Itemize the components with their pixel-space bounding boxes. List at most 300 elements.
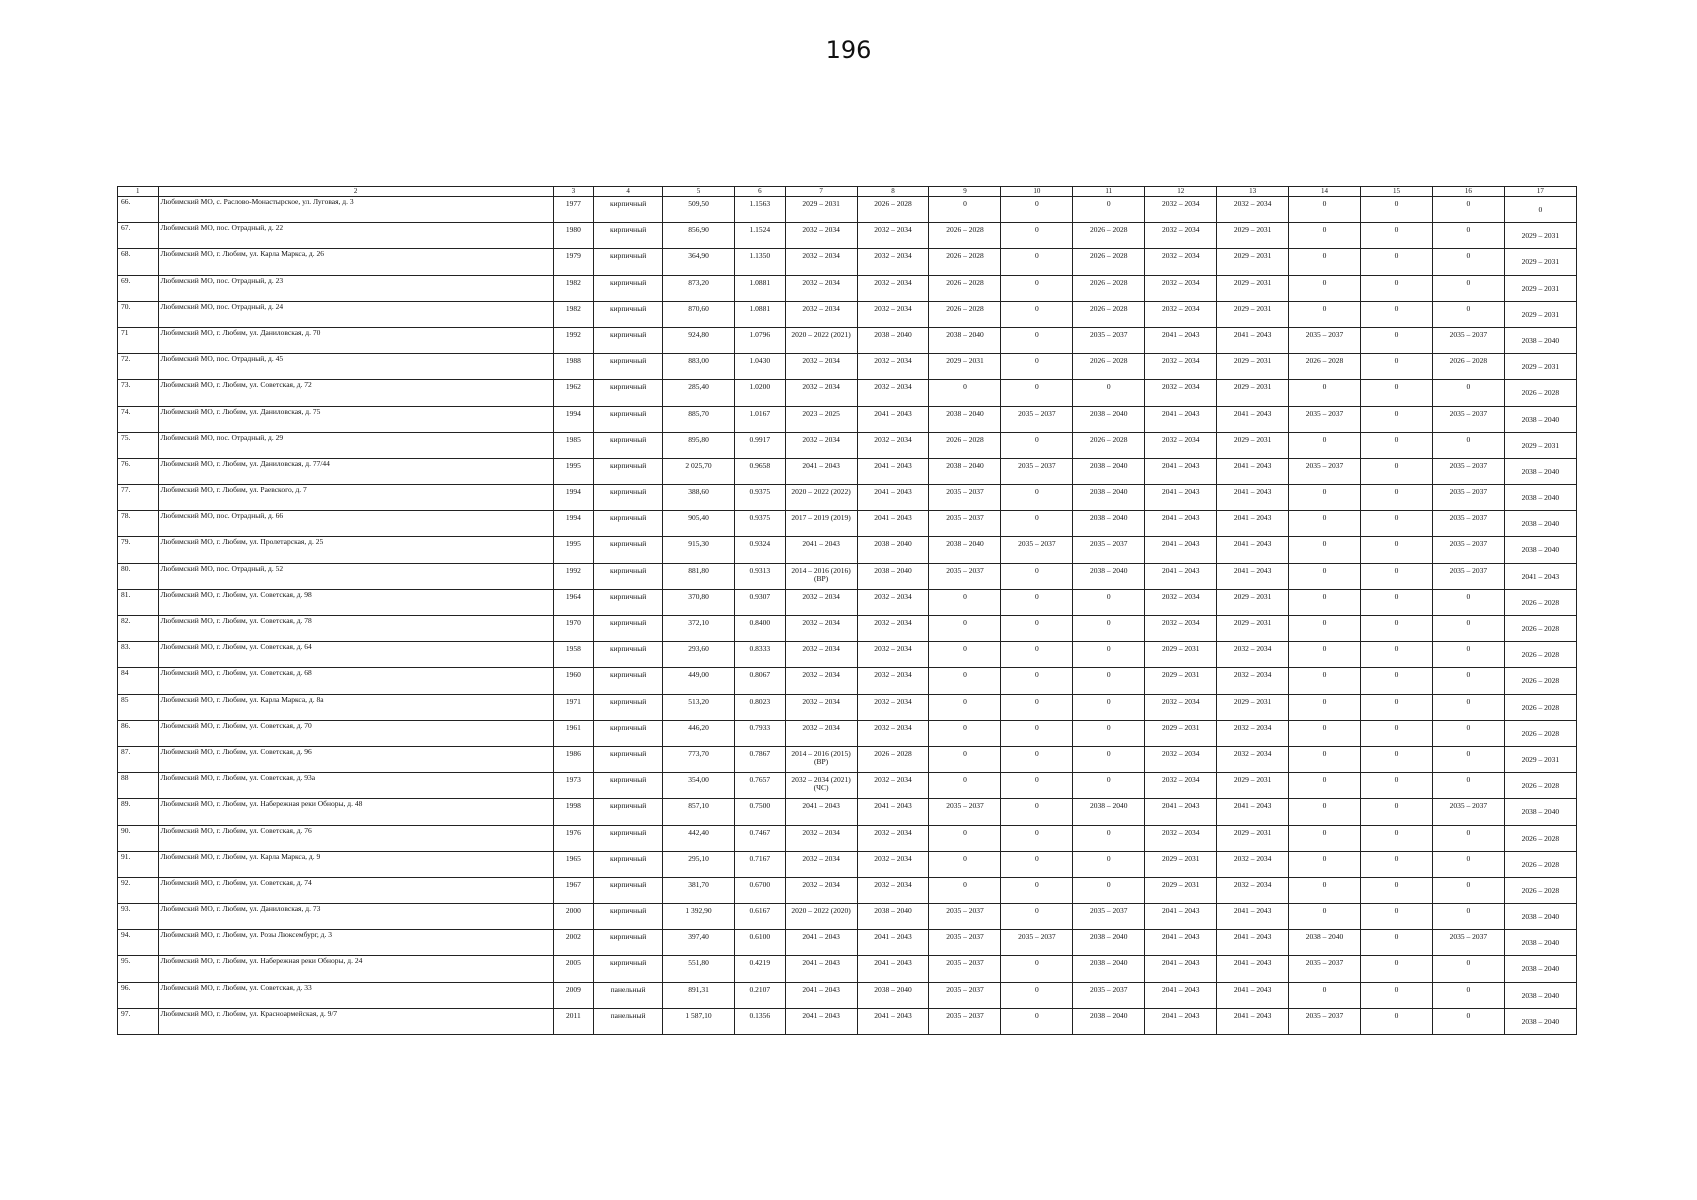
table-cell: 2032 – 2034 (1145, 197, 1217, 223)
column-header: 7 (785, 187, 857, 197)
table-row (118, 406, 1577, 432)
table-row (118, 354, 1577, 380)
table-cell: 0.1356 (734, 1008, 785, 1034)
table-cell: 2041 – 2043 (1217, 563, 1289, 589)
table-row (118, 1008, 1577, 1034)
table-cell: 2029 – 2031 (1504, 354, 1576, 380)
table-cell: 2041 – 2043 (785, 982, 857, 1008)
row-number: 69. (118, 275, 159, 301)
row-number: 94. (118, 930, 159, 956)
table-cell: 2026 – 2028 (1504, 720, 1576, 746)
address-cell: Любимский МО, г. Любим, ул. Советская, д. 70 (158, 720, 553, 746)
table-cell: 0 (1361, 301, 1433, 327)
row-number: 93. (118, 904, 159, 930)
table-cell: 2041 – 2043 (1217, 982, 1289, 1008)
table-cell: 1992 (553, 563, 594, 589)
table-cell: 2035 – 2037 (929, 511, 1001, 537)
table-cell: кирпичный (594, 877, 663, 903)
table-row (118, 380, 1577, 406)
table-cell: 0 (929, 694, 1001, 720)
table-cell: 2041 – 2043 (1145, 458, 1217, 484)
table-cell: 2041 – 2043 (1217, 799, 1289, 825)
table-cell: 2038 – 2040 (929, 406, 1001, 432)
table-cell: 2014 – 2016 (2016) (ВР) (785, 563, 857, 589)
table-cell: 2041 – 2043 (1145, 956, 1217, 982)
page-number: 196 (825, 36, 872, 64)
table-cell: 2026 – 2028 (1073, 301, 1145, 327)
table-row (118, 616, 1577, 642)
address-cell: Любимский МО, г. Любим, ул. Советская, д. 68 (158, 668, 553, 694)
table-cell: 2038 – 2040 (929, 458, 1001, 484)
table-cell: 2029 – 2031 (1504, 746, 1576, 772)
table-cell: 0 (1289, 825, 1361, 851)
table-cell: 0 (1361, 773, 1433, 799)
table-cell: кирпичный (594, 301, 663, 327)
table-cell: 2035 – 2037 (929, 956, 1001, 982)
table-cell: 0 (1073, 668, 1145, 694)
table-cell: 0 (1289, 537, 1361, 563)
table-cell: 0 (1432, 275, 1504, 301)
table-cell: кирпичный (594, 223, 663, 249)
address-cell: Любимский МО, г. Любим, ул. Советская, д. 33 (158, 982, 553, 1008)
table-cell: 2041 – 2043 (857, 406, 929, 432)
table-cell: 0 (1289, 511, 1361, 537)
table-cell: 2038 – 2040 (1504, 956, 1576, 982)
address-cell: Любимский МО, г. Любим, ул. Даниловская, д. 70 (158, 327, 553, 353)
table-cell: 1979 (553, 249, 594, 275)
address-cell: Любимский МО, г. Любим, ул. Карла Маркса, д. 26 (158, 249, 553, 275)
table-cell: 0 (1432, 851, 1504, 877)
table-cell: 1961 (553, 720, 594, 746)
table-cell: 0 (1361, 197, 1433, 223)
table-cell: 1998 (553, 799, 594, 825)
table-cell: 0 (1289, 432, 1361, 458)
table-cell: 2029 – 2031 (1145, 851, 1217, 877)
table-cell: 0.8400 (734, 616, 785, 642)
table-cell: 0 (1001, 877, 1073, 903)
table-cell: 2035 – 2037 (1001, 406, 1073, 432)
table-row (118, 799, 1577, 825)
table-cell: 0 (1361, 930, 1433, 956)
table-cell: 0 (1361, 720, 1433, 746)
table-cell: кирпичный (594, 354, 663, 380)
row-number: 96. (118, 982, 159, 1008)
table-row (118, 956, 1577, 982)
table-cell: 2041 – 2043 (1217, 1008, 1289, 1034)
table-cell: 2041 – 2043 (1217, 406, 1289, 432)
table-cell: 2029 – 2031 (1504, 432, 1576, 458)
table-cell: 0 (1432, 642, 1504, 668)
table-cell: 2032 – 2034 (857, 877, 929, 903)
table-cell: 0 (1289, 851, 1361, 877)
table-cell: 2032 – 2034 (785, 249, 857, 275)
table-cell: 0.7500 (734, 799, 785, 825)
table-cell: 2035 – 2037 (1432, 458, 1504, 484)
table-cell: 2029 – 2031 (1504, 275, 1576, 301)
table-cell: 0 (1361, 1008, 1433, 1034)
table-cell: 0 (1289, 616, 1361, 642)
table-cell: 2035 – 2037 (1432, 930, 1504, 956)
table-cell: кирпичный (594, 851, 663, 877)
column-header: 11 (1073, 187, 1145, 197)
table-cell: 2038 – 2040 (1504, 406, 1576, 432)
table-cell: 2026 – 2028 (1504, 668, 1576, 694)
table-cell: 2035 – 2037 (1432, 799, 1504, 825)
table-cell: 0 (1361, 904, 1433, 930)
table-cell: 0.2107 (734, 982, 785, 1008)
table-cell: 2032 – 2034 (857, 851, 929, 877)
table-row (118, 746, 1577, 772)
address-cell: Любимский МО, пос. Отрадный, д. 29 (158, 432, 553, 458)
data-table (117, 186, 1577, 1035)
table-cell: 2038 – 2040 (1073, 956, 1145, 982)
table-cell: 0 (1361, 537, 1433, 563)
table-cell: 0.7657 (734, 773, 785, 799)
table-cell: 2032 – 2034 (785, 301, 857, 327)
table-cell: 0 (1361, 327, 1433, 353)
address-cell: Любимский МО, г. Любим, ул. Карла Маркса, д. 8а (158, 694, 553, 720)
table-cell: 1994 (553, 485, 594, 511)
table-cell: 2026 – 2028 (1073, 223, 1145, 249)
table-cell: 2029 – 2031 (1217, 223, 1289, 249)
table-cell: 2032 – 2034 (785, 223, 857, 249)
table-cell: 0 (1001, 773, 1073, 799)
column-header: 9 (929, 187, 1001, 197)
table-cell: 2029 – 2031 (1217, 825, 1289, 851)
table-cell: 2038 – 2040 (1073, 563, 1145, 589)
table-cell: 2035 – 2037 (1432, 327, 1504, 353)
column-header: 3 (553, 187, 594, 197)
table-cell: кирпичный (594, 773, 663, 799)
table-cell: 0 (1289, 694, 1361, 720)
table-cell: 2032 – 2034 (857, 668, 929, 694)
table-cell: 2035 – 2037 (1073, 904, 1145, 930)
table-cell: 2032 – 2034 (1145, 275, 1217, 301)
table-cell: кирпичный (594, 458, 663, 484)
table-cell: 449,00 (663, 668, 735, 694)
table-cell: кирпичный (594, 275, 663, 301)
table-cell: 2035 – 2037 (1073, 327, 1145, 353)
table-cell: 0 (1073, 589, 1145, 615)
column-header: 16 (1432, 187, 1504, 197)
row-number: 90. (118, 825, 159, 851)
table-cell: 2041 – 2043 (1217, 930, 1289, 956)
table-cell: 388,60 (663, 485, 735, 511)
table-cell: 2026 – 2028 (857, 197, 929, 223)
table-cell: 0 (1073, 694, 1145, 720)
table-cell: 2035 – 2037 (1001, 537, 1073, 563)
table-cell: 0.8067 (734, 668, 785, 694)
table-cell: 0 (1001, 746, 1073, 772)
table-cell: 2026 – 2028 (929, 223, 1001, 249)
table-cell: 0.6167 (734, 904, 785, 930)
row-number: 79. (118, 537, 159, 563)
table-cell: 0 (1289, 642, 1361, 668)
table-cell: 2035 – 2037 (1289, 1008, 1361, 1034)
table-cell: 2041 – 2043 (1145, 537, 1217, 563)
table-cell: 0.7933 (734, 720, 785, 746)
table-cell: 895,80 (663, 432, 735, 458)
address-cell: Любимский МО, г. Любим, ул. Раевского, д. 7 (158, 485, 553, 511)
table-cell: 0 (1073, 746, 1145, 772)
table-cell: 0 (1361, 982, 1433, 1008)
table-cell: 2041 – 2043 (1145, 406, 1217, 432)
address-cell: Любимский МО, г. Любим, ул. Советская, д. 72 (158, 380, 553, 406)
table-cell: 0 (1001, 720, 1073, 746)
table-cell: 1958 (553, 642, 594, 668)
table-cell: 0 (1361, 380, 1433, 406)
table-cell: 0 (929, 380, 1001, 406)
table-cell: 1967 (553, 877, 594, 903)
address-cell: Любимский МО, г. Любим, ул. Карла Маркса, д. 9 (158, 851, 553, 877)
address-cell: Любимский МО, г. Любим, ул. Красноармейская, д. 9/7 (158, 1008, 553, 1034)
table-cell: 0 (1361, 458, 1433, 484)
table-cell: 0 (1001, 642, 1073, 668)
table-cell: 2032 – 2034 (857, 354, 929, 380)
table-cell: 2038 – 2040 (929, 537, 1001, 563)
table-cell: 2032 – 2034 (857, 642, 929, 668)
table-cell: 0 (1361, 432, 1433, 458)
table-cell: 2032 – 2034 (1217, 720, 1289, 746)
table-cell: 1.0881 (734, 301, 785, 327)
table-cell: 0 (1432, 616, 1504, 642)
address-cell: Любимский МО, пос. Отрадный, д. 22 (158, 223, 553, 249)
table-cell: 2032 – 2034 (1145, 825, 1217, 851)
table-cell: 2029 – 2031 (1217, 616, 1289, 642)
table-cell: 2032 – 2034 (857, 275, 929, 301)
table-cell: 2041 – 2043 (1217, 327, 1289, 353)
table-cell: кирпичный (594, 563, 663, 589)
row-number: 92. (118, 877, 159, 903)
table-cell: 0 (1073, 380, 1145, 406)
table-cell: 2038 – 2040 (1504, 982, 1576, 1008)
table-cell: 0 (1001, 668, 1073, 694)
table-cell: 2041 – 2043 (785, 956, 857, 982)
table-cell: 0 (1432, 380, 1504, 406)
table-cell: 2026 – 2028 (929, 301, 1001, 327)
table-cell: кирпичный (594, 668, 663, 694)
table-cell: 2020 – 2022 (2020) (785, 904, 857, 930)
table-cell: 0 (1073, 642, 1145, 668)
table-cell: 446,20 (663, 720, 735, 746)
table-row (118, 249, 1577, 275)
header-row (118, 187, 1577, 197)
row-number: 95. (118, 956, 159, 982)
table-cell: 0 (1432, 589, 1504, 615)
table-cell: 354,00 (663, 773, 735, 799)
table-cell: 0 (1001, 249, 1073, 275)
table-cell: 2026 – 2028 (1289, 354, 1361, 380)
table-cell: 2035 – 2037 (1432, 537, 1504, 563)
table-cell: 0 (1361, 746, 1433, 772)
table-cell: 0 (1432, 197, 1504, 223)
table-cell: 0 (1289, 380, 1361, 406)
table-cell: 2035 – 2037 (929, 982, 1001, 1008)
table-cell: 2035 – 2037 (1432, 485, 1504, 511)
table-cell: 2032 – 2034 (857, 249, 929, 275)
table-row (118, 930, 1577, 956)
table-cell: 2023 – 2025 (785, 406, 857, 432)
address-cell: Любимский МО, г. Любим, ул. Набережная реки Обноры, д. 48 (158, 799, 553, 825)
table-cell: 1995 (553, 537, 594, 563)
table-cell: 2029 – 2031 (1217, 354, 1289, 380)
table-cell: 2032 – 2034 (857, 773, 929, 799)
table-cell: 2041 – 2043 (1145, 1008, 1217, 1034)
table-cell: 0 (1001, 825, 1073, 851)
table-cell: 2035 – 2037 (1432, 406, 1504, 432)
row-number: 74. (118, 406, 159, 432)
table-cell: кирпичный (594, 930, 663, 956)
address-cell: Любимский МО, г. Любим, ул. Советская, д. 98 (158, 589, 553, 615)
table-cell: 870,60 (663, 301, 735, 327)
table-cell: 1964 (553, 589, 594, 615)
table-cell: 0.8023 (734, 694, 785, 720)
table-cell: 0 (1001, 799, 1073, 825)
table-cell: 1995 (553, 458, 594, 484)
table-cell: 0.9307 (734, 589, 785, 615)
table-cell: 2041 – 2043 (1145, 485, 1217, 511)
table-cell: 0 (1289, 589, 1361, 615)
table-cell: 2029 – 2031 (1217, 694, 1289, 720)
table-cell: 2041 – 2043 (1217, 537, 1289, 563)
column-header: 2 (158, 187, 553, 197)
table-cell: 0 (1432, 825, 1504, 851)
table-row (118, 327, 1577, 353)
table-cell: 1973 (553, 773, 594, 799)
table-cell: 857,10 (663, 799, 735, 825)
table-cell: 2032 – 2034 (1145, 589, 1217, 615)
table-cell: 0 (1001, 982, 1073, 1008)
table-cell: 0 (929, 773, 1001, 799)
table-cell: 1.1350 (734, 249, 785, 275)
column-header: 12 (1145, 187, 1217, 197)
table-cell: 0.9313 (734, 563, 785, 589)
table-row (118, 563, 1577, 589)
table-cell: 364,90 (663, 249, 735, 275)
table-cell: 2032 – 2034 (785, 275, 857, 301)
table-cell: 2026 – 2028 (1073, 354, 1145, 380)
table-cell: кирпичный (594, 904, 663, 930)
table-cell: кирпичный (594, 720, 663, 746)
column-header: 13 (1217, 187, 1289, 197)
table-cell: 2029 – 2031 (1217, 773, 1289, 799)
table-cell: 1965 (553, 851, 594, 877)
table-cell: 0.6700 (734, 877, 785, 903)
table-row (118, 851, 1577, 877)
row-number: 78. (118, 511, 159, 537)
table-cell: 0 (1432, 301, 1504, 327)
table-cell: 2041 – 2043 (1145, 982, 1217, 1008)
table-cell: 551,80 (663, 956, 735, 982)
table-cell: 856,90 (663, 223, 735, 249)
table-cell: 2032 – 2034 (785, 432, 857, 458)
table-cell: кирпичный (594, 825, 663, 851)
table-cell: 2041 – 2043 (857, 1008, 929, 1034)
table-cell: 0 (1289, 197, 1361, 223)
table-cell: 1992 (553, 327, 594, 353)
table-cell: 2038 – 2040 (1504, 930, 1576, 956)
column-header: 1 (118, 187, 159, 197)
table-cell: 2041 – 2043 (1217, 904, 1289, 930)
table-cell: 2011 (553, 1008, 594, 1034)
table-cell: 2038 – 2040 (929, 327, 1001, 353)
table-cell: 295,10 (663, 851, 735, 877)
table-cell: 0 (929, 616, 1001, 642)
address-cell: Любимский МО, пос. Отрадный, д. 23 (158, 275, 553, 301)
table-cell: 885,70 (663, 406, 735, 432)
table-cell: 1962 (553, 380, 594, 406)
row-number: 82. (118, 616, 159, 642)
table-cell: 293,60 (663, 642, 735, 668)
table-cell: 2038 – 2040 (857, 537, 929, 563)
table-cell: 2029 – 2031 (1145, 877, 1217, 903)
table-cell: 2032 – 2034 (785, 589, 857, 615)
row-number: 83. (118, 642, 159, 668)
table-cell: 370,80 (663, 589, 735, 615)
table-cell: кирпичный (594, 406, 663, 432)
table-cell: 0 (1001, 904, 1073, 930)
table-cell: 0 (1001, 380, 1073, 406)
table-cell: 883,00 (663, 354, 735, 380)
table-cell: 0 (1361, 249, 1433, 275)
table-cell: 2035 – 2037 (1289, 956, 1361, 982)
table-cell: кирпичный (594, 511, 663, 537)
table-cell: 2032 – 2034 (785, 616, 857, 642)
table-cell: 0 (929, 197, 1001, 223)
table-cell: 0 (1432, 249, 1504, 275)
table-row (118, 223, 1577, 249)
table-cell: 1988 (553, 354, 594, 380)
table-cell: 2038 – 2040 (1073, 485, 1145, 511)
table-container (117, 186, 1577, 1035)
table-cell: 0 (1361, 825, 1433, 851)
table-cell: 0 (1361, 642, 1433, 668)
row-number: 75. (118, 432, 159, 458)
row-number: 81. (118, 589, 159, 615)
table-cell: 915,30 (663, 537, 735, 563)
table-cell: 2038 – 2040 (1073, 799, 1145, 825)
table-cell: 0 (1001, 301, 1073, 327)
table-cell: 2038 – 2040 (1073, 930, 1145, 956)
column-header: 14 (1289, 187, 1361, 197)
table-cell: 0.4219 (734, 956, 785, 982)
table-cell: 372,10 (663, 616, 735, 642)
table-cell: 2041 – 2043 (1217, 956, 1289, 982)
table-cell: 1976 (553, 825, 594, 851)
table-cell: 2026 – 2028 (1432, 354, 1504, 380)
table-row (118, 537, 1577, 563)
table-cell: кирпичный (594, 589, 663, 615)
table-cell: 0 (1289, 746, 1361, 772)
table-cell: 2026 – 2028 (929, 432, 1001, 458)
table-row (118, 904, 1577, 930)
table-cell: 1.0881 (734, 275, 785, 301)
table-cell: 2032 – 2034 (785, 642, 857, 668)
table-cell: 2038 – 2040 (1504, 799, 1576, 825)
table-cell: 0 (1001, 851, 1073, 877)
table-cell: 2038 – 2040 (1504, 458, 1576, 484)
table-row (118, 982, 1577, 1008)
address-cell: Любимский МО, г. Любим, ул. Даниловская, д. 77/44 (158, 458, 553, 484)
table-cell: 0 (1289, 904, 1361, 930)
table-cell: кирпичный (594, 380, 663, 406)
row-number: 71 (118, 327, 159, 353)
row-number: 87. (118, 746, 159, 772)
table-cell: 0 (1001, 354, 1073, 380)
table-row (118, 511, 1577, 537)
table-cell: 2032 – 2034 (857, 380, 929, 406)
table-cell: 0 (1432, 223, 1504, 249)
